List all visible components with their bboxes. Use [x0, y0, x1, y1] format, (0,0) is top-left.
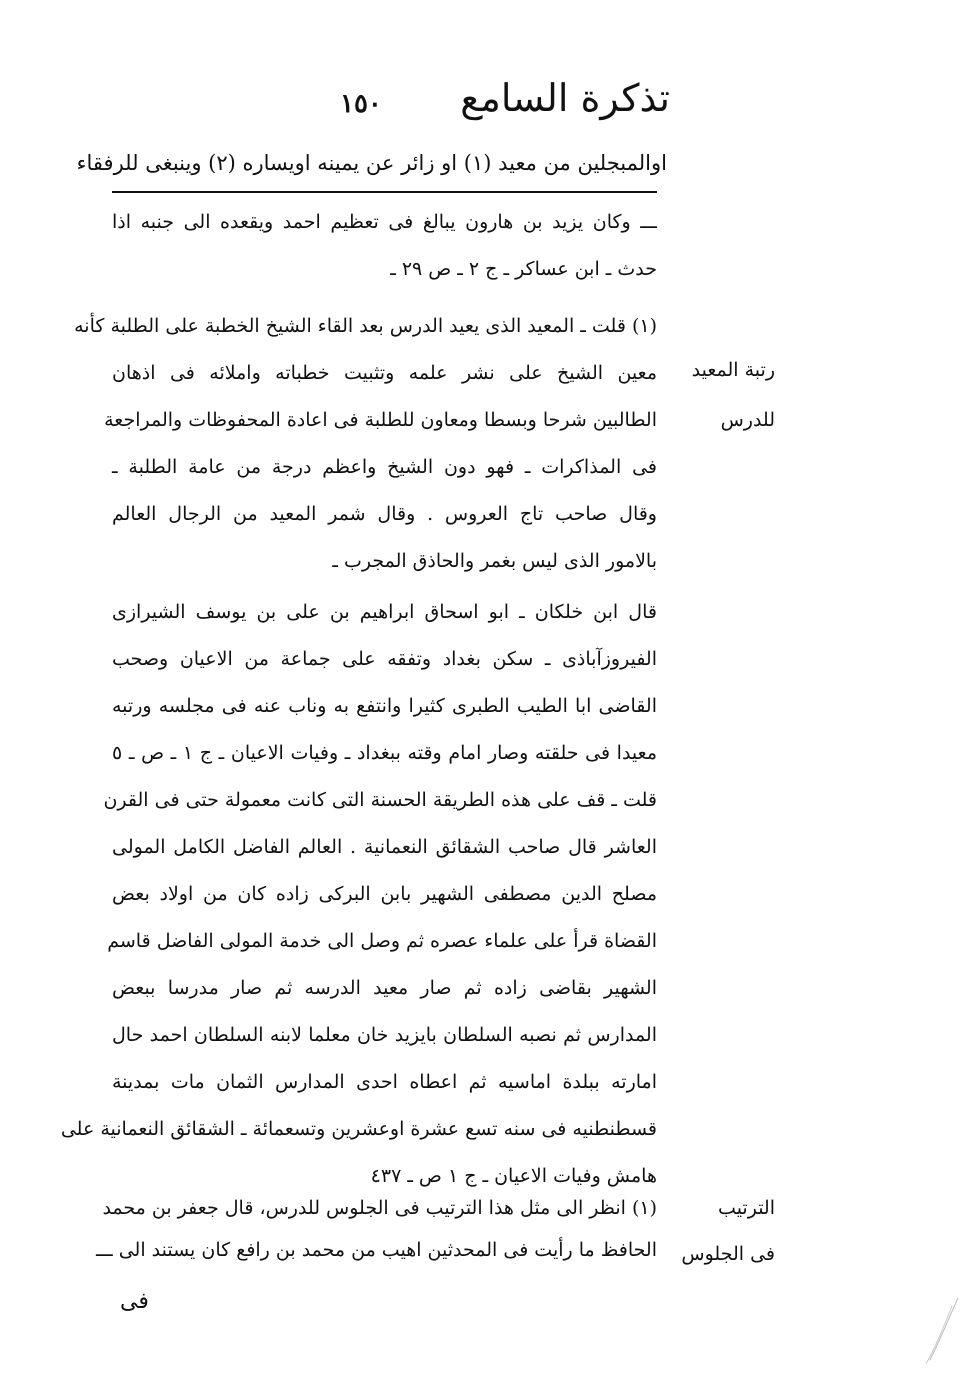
footnote-separator-rule [112, 191, 657, 193]
footnote-line: بالامور الذى ليس بغمر والحاذق المجرب ـ [332, 550, 657, 572]
footnote-line: القاضى ابا الطيب الطبرى كثيرا وانتفع به وناب عنه فى مجلسه ورتبه [112, 695, 657, 717]
margin-note-line: رتبة المعيد [691, 359, 775, 381]
footnote-line: المدارس ثم نصبه السلطان بايزيد خان معلما لابنه السلطان احمد حال [112, 1024, 657, 1046]
footnote-line: الحافظ ما رأيت فى المحدثين اهيب من محمد بن رافع كان يستند الى ـــ [95, 1239, 657, 1261]
margin-note-line: للدرس [720, 409, 775, 431]
footnote-line: فى المذاكرات ـ فهو دون الشيخ واعظم درجة من عامة الطلبة ـ [112, 456, 657, 478]
footnotes-block [60, 200, 658, 1320]
footnote-line: الشهير بقاضى زاده ثم صار معيد الدرسه ثم صار مدرسا ببعض [112, 977, 657, 999]
footnote-line: القضاة قرأ على علماء عصره ثم وصل الى خدمة المولى الفاضل قاسم [107, 930, 657, 952]
footnote-line: ـــ وكان يزيد بن هارون يبالغ فى تعظيم احمد ويقعده الى جنبه اذا [112, 211, 657, 233]
footnote-line: (١) قلت ـ المعيد الذى يعيد الدرس بعد القاء الشيخ الخطبة على الطلبة كأنه [74, 315, 657, 337]
main-text-line: اوالمبجلين من معيد (١) او زائر عن يمينه اويساره (٢) وينبغى للرفقاء [76, 151, 667, 175]
footnote-line: معين الشيخ على نشر علمه وتثبيت خطباته واملائه فى اذهان [112, 362, 657, 384]
catchword: فى [120, 1289, 149, 1314]
footnote-line: قلت ـ قف على هذه الطريقة الحسنة التى كانت معمولة حتى فى القرن [103, 789, 657, 811]
footnote-line: وقال صاحب تاج العروس . وقال شمر المعيد من الرجال العالم [112, 503, 657, 525]
footnote-line: معيدا فى حلقته وصار امام وقته ببغداد ـ وفيات الاعيان ـ ج ١ ـ ص ـ ٥ [112, 742, 658, 764]
page-number: ١٥٠ [340, 89, 382, 119]
footnote-line: قال ابن خلكان ـ ابو اسحاق ابراهيم بن على بن يوسف الشيرازى [112, 601, 657, 623]
footnote-line: حدث ـ ابن عساكر ـ ج ٢ ـ ص ٢٩ ـ [390, 258, 657, 280]
running-head-title: تذكرة السامع [460, 76, 670, 120]
footnote-line: الفيروزآباذى ـ سكن بغداد وتفقه على جماعة من الاعيان وصحب [112, 648, 657, 670]
footnote-line: مصلح الدين مصطفى الشهير بابن البركى زاده كان من اولاد بعض [112, 883, 657, 905]
margin-note-role-of-repeater [670, 348, 775, 442]
footnote-line: العاشر قال صاحب الشقائق النعمانية . العالم الفاضل الكامل المولى [112, 836, 657, 858]
page-edge-marks [922, 1290, 962, 1370]
footnote-line: الطالبين شرحا وبسطا ومعاون للطلبة فى اعادة المحفوظات والمراجعة [104, 409, 657, 431]
footnote-line: (١) انظر الى مثل هذا الترتيب فى الجلوس للدرس، قال جعفر بن محمد [102, 1197, 657, 1219]
footnote-line: قسطنطنيه فى سنه تسع عشرة اوعشرين وتسعمائة ـ الشقائق النعمانية على [60, 1118, 657, 1140]
footnote-line: هامش وفيات الاعيان ـ ج ١ ص ـ ٤٣٧ [370, 1165, 657, 1187]
footnote-line: امارته ببلدة اماسيه ثم اعطاه احدى المدارس الثمان مات بمدينة [112, 1071, 657, 1093]
margin-note-line: الترتيب [718, 1197, 775, 1219]
margin-note-seating-order [670, 1186, 775, 1276]
running-head [340, 72, 670, 132]
margin-note-line: فى الجلوس [681, 1243, 775, 1265]
